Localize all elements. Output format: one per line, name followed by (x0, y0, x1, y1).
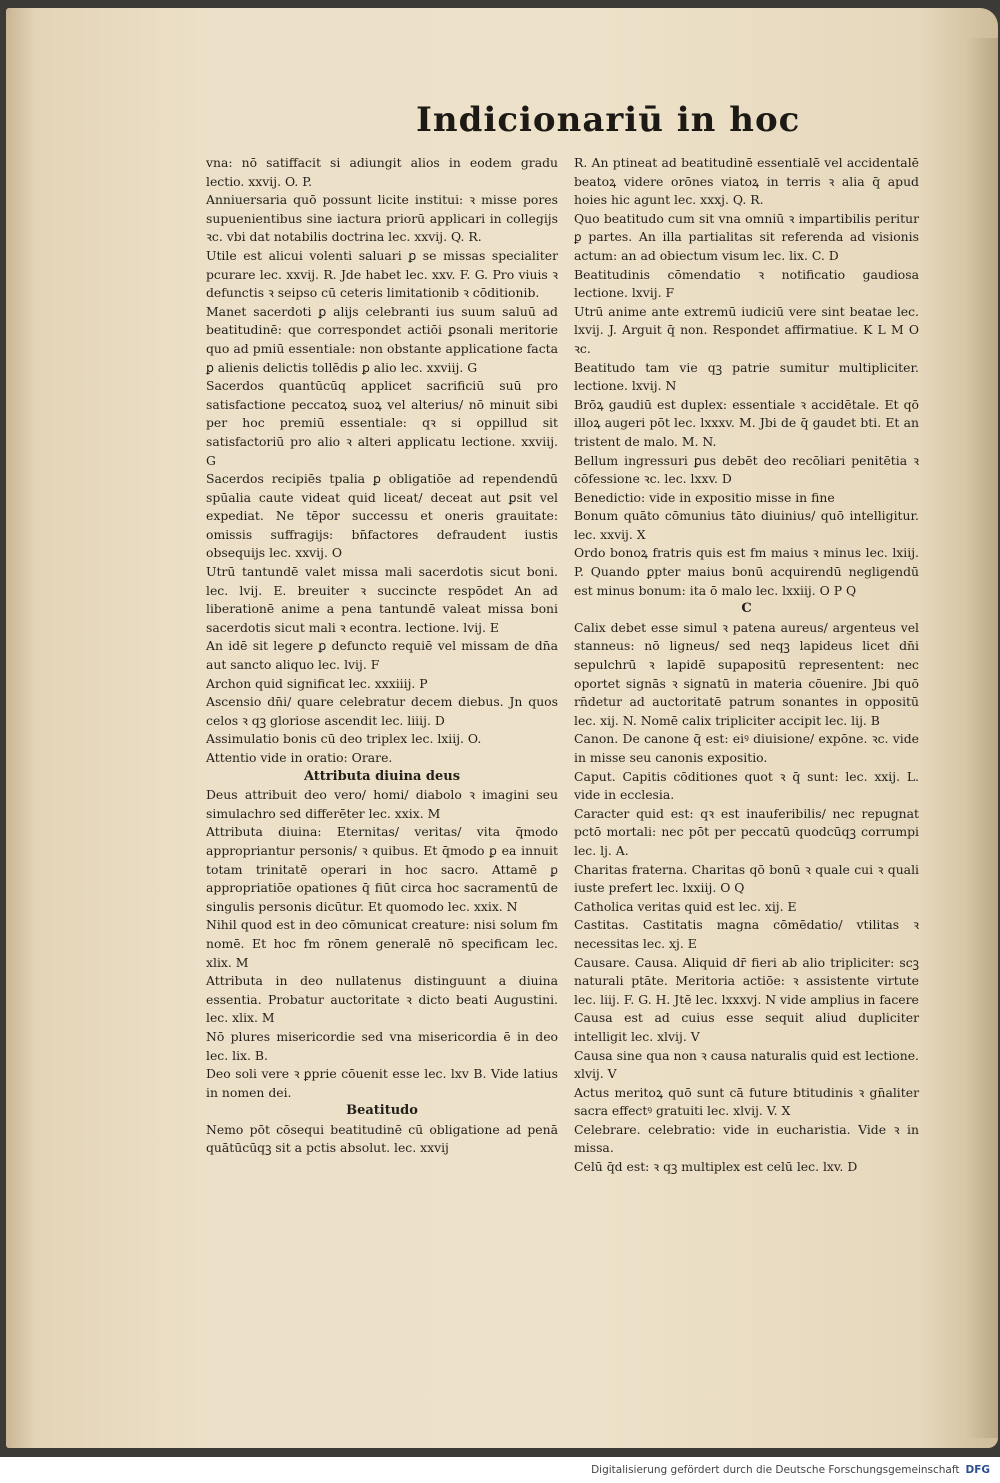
dfg-logo: DFG (965, 1464, 990, 1476)
index-entry: Celū q̄d est: ꝛ qꝫ multiplex est celū lec. lxv. D (574, 1159, 858, 1175)
index-entry: Actus meritoꝝ quō sunt cā future btitudinis ꝛ gn̄aliter sacra effectꝰ gratuiti lec. xlvij. V. X (574, 1084, 919, 1119)
index-entry: Canon. De canone q̄ est: eiꝰ diuisione/ expōne. ꝛc. vide in misse seu canonis expositio. (574, 731, 919, 765)
index-entry: Nemo pōt cōsequi beatitudinē cū obligatione ad penā quātūcūqꝫ sit a pctis absolut. lec. xxvij (206, 1121, 558, 1156)
index-entry: Benedictio: vide in expositio misse in fine (574, 489, 835, 505)
index-entry: Sacerdos recipiēs tpalia ꝑ obligatiōe ad rependendū spūalia caute videat quid liceat/ deceat aut ꝑsit vel expediat. Ne tēpor successu et oneris grauitate: omissis suffragijs: bn̄factores defraudent iustis obsequijs lec. xxvij. O (206, 471, 558, 561)
index-entry: vna: nō satiffacit si adiungit alios in eodem gradu lectio. xxvij. O. P. (206, 155, 558, 189)
index-entry: Attributa in deo nullatenus distinguunt a diuina essentia. Probatur auctoritate ꝛ dicto beati Augustini. lec. xlix. M (206, 973, 558, 1026)
index-entry: Utrū tantundē valet missa mali sacerdotis sicut boni. lec. lvij. E. breuiter ꝛ succincte respōdet An ad liberationē anime a pena tantundē valeat missa boni sacerdotis sicut mali ꝛ econtra. lectione. lvij. E (206, 564, 558, 635)
index-entry: Castitas. Castitatis magna cōmēdatio/ vtilitas ꝛ necessitas lec. xj. E (574, 917, 919, 951)
index-entry: Utile est alicui volenti saluari ꝑ se missas specialiter pcurare lec. xxvij. R. Jde habet lec. xxv. F. G. Pro viuis ꝛ defunctis ꝛ seipso cū ceteris limitationib ꝛ cōditionib. (206, 247, 558, 301)
index-entry: Causa sine qua non ꝛ causa naturalis quid est lectione. xlvij. V (574, 1047, 919, 1082)
index-entry: Nō plures misericordie sed vna misericordia ē in deo lec. lix. B. (206, 1028, 558, 1063)
index-entry: Attentio vide in oratio: Orare. (206, 750, 393, 765)
index-entry: Catholica veritas quid est lec. xij. E (574, 898, 797, 914)
index-entry: R. An ptineat ad beatitudinē essentialē vel accidentalē beatoꝝ videre orōnes viatoꝝ in terris ꝛ alia q̄ apud hoies hic agunt lec. xxxj. Q. R. (574, 155, 919, 208)
index-entry: Caput. Capitis cōditiones quot ꝛ q̄ sunt: lec. xxij. L. vide in ecclesia. (574, 768, 919, 803)
footer-credit: Digitalisierung gefördert durch die Deutsche Forschungsgemeinschaft (591, 1464, 960, 1476)
index-entry: Assimulatio bonis cū deo triplex lec. lxiij. O. (206, 731, 482, 747)
index-entry: Ordo bonoꝝ fratris quis est fm maius ꝛ minus lec. lxiij. P. Quando ꝑpter maius bonū acquirendū negligendū est minus bonum: ita ō malo lec. lxxiij. O P Q (574, 545, 919, 598)
index-entry: Archon quid significat lec. xxxiiij. P (206, 675, 428, 691)
index-entry: Causare. Causa. Aliquid dr̄ fieri ab alio tripliciter: scꝫ naturali ptāte. Meritoria actiōe: ꝛ assistente virtute lec. liij. F. G. H. Jtē lec. lxxxvj. N vide amplius in facere (574, 954, 919, 1007)
index-entry: Deo soli vere ꝛ ꝑprie cōuenit esse lec. lxv B. Vide latius in nomen dei. (206, 1066, 558, 1100)
index-entry: Beatitudo (346, 1103, 418, 1119)
index-entry: Deus attribuit deo vero/ homi/ diabolo ꝛ imagini seu simulachro sed differēter lec. xxix. M (206, 787, 558, 821)
index-entry: Bellum ingressuri ꝑus debēt deo recōliari penitētia ꝛ cōfessione ꝛc. lec. lxxv. D (574, 452, 919, 487)
index-entry: Attributa diuina: Eternitas/ veritas/ vita q̄modo appropriantur personis/ ꝛ quibus. Et q̄modo ꝑ ea innuit totam trinitatē operari in hoc sacro. Attamē ꝑ appropriatiōe opationes q̄ fiūt circa hoc sacramentū de singulis personis dicūtur. Et quomodo lec. xxix. N (206, 824, 558, 914)
index-entry: Beatitudinis cōmendatio ꝛ notificatio gaudiosa lectione. lxvij. F (574, 266, 919, 301)
index-entry: Charitas fraterna. Charitas qō bonū ꝛ quale cui ꝛ quali iuste prefert lec. lxxiij. O Q (574, 861, 919, 896)
index-entry: Beatitudo tam vie qꝫ patrie sumitur multipliciter. lectione. lxvij. N (574, 359, 919, 394)
index-entry: Manet sacerdoti ꝑ alijs celebranti ius suum saluū ad beatitudinē: que correspondet actiōi ꝑsonali meritorie quo ad pmiū essentiale: non obstante applicatione facta ꝑ alienis delictis tollēdis ꝑ alio lec. xxviij. G (206, 303, 558, 375)
index-entry: C (741, 601, 752, 617)
index-entry: Anniuersaria quō possunt licite institui: ꝛ misse pores supuenientibus sine iactura priorū applicari in collegijs ꝛc. vbi dat notabilis doctrina lec. xxvij. Q. R. (206, 192, 558, 245)
index-entry: Sacerdos quantūcūq applicet sacrificiū suū pro satisfactione peccatoꝝ suoꝝ vel alterius/ nō minuit sibi per hoc premiū essentiale: qꝛ si oppillud sit satisfactoriū pro alio ꝛ alteri applicatu lectione. xxviij. G (206, 378, 558, 468)
index-entry: Caracter quid est: qꝛ est inauferibilis/ nec repugnat pctō mortali: nec pōt per peccatū quodcūqꝫ corrumpi lec. lj. A. (574, 805, 919, 858)
index-entry: Causa est ad cuius esse sequit aliud dupliciter intelligit lec. xlvij. V (574, 1010, 919, 1044)
index-entry: Quo beatitudo cum sit vna omniū ꝛ impartibilis peritur ꝑ partes. An illa partialitas sit referenda ad visionis actum: an ad obiectum visum lec. lix. C. D (574, 210, 919, 263)
footer-bar (0, 1457, 1000, 1483)
index-entry: An idē sit legere ꝑ defuncto requiē vel missam de dn̄a aut sancto aliquo lec. lvij. F (206, 638, 558, 673)
index-entry: Utrū anime ante extremū iudiciū vere sint beatae lec. lxvij. J. Arguit q̄ non. Respondet affirmatiue. K L M O ꝛc. (574, 303, 919, 356)
index-entry: Ascensio dn̄i/ quare celebratur decem diebus. Jn quos celos ꝛ qꝫ gloriose ascendit lec. liiij. D (206, 694, 558, 728)
index-entry: Brōꝝ gaudiū est duplex: essentiale ꝛ accidētale. Et qō illoꝝ augeri pōt lec. lxxxv. M. Jbi de q̄ gaudet bti. Et an tristent de malo. M. N. (574, 396, 919, 449)
book-page (6, 8, 998, 1448)
index-entry: Calix debet esse simul ꝛ patena aureus/ argenteus vel stanneus: nō ligneus/ sed neqꝫ lapideus licet dn̄i sepulchrū ꝛ lapidē supapositū representent: nec oportet signās ꝛ signatū in materia cōuenire. Jbi quō rn̄detur ad auctoritatē patrum sonantes in oppositū lec. xij. N. Nomē calix tripliciter accipit lec. lij. B (574, 619, 919, 728)
index-entry: Attributa diuina deus (303, 768, 461, 784)
running-head: Indicionariū in hoc (416, 100, 801, 140)
index-entry: Bonum quāto cōmunius tāto diuinius/ quō intelligitur. lec. xxvij. X (574, 508, 919, 542)
index-entry: Celebrare. celebratio: vide in eucharistia. Vide ꝛ in missa. (574, 1121, 919, 1156)
left-text-column (206, 154, 558, 1194)
index-entry: Nihil quod est in deo cōmunicat creature: nisi solum fm nomē. Et hoc fm rōnem generalē nō specificam lec. xlix. M (206, 917, 558, 970)
right-text-column (574, 154, 919, 1194)
page-edge-shadow (966, 38, 998, 1438)
